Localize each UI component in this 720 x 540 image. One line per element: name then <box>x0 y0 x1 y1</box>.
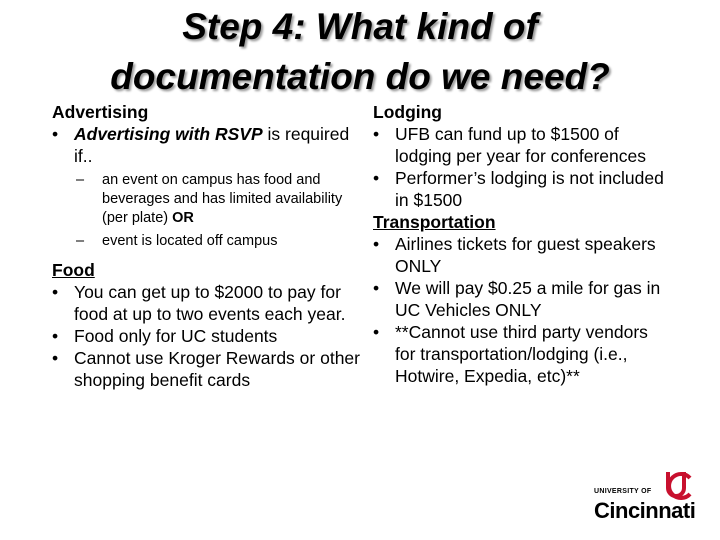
lodging-list <box>373 123 673 211</box>
title-line-1: Step 4: What kind of <box>182 6 538 47</box>
bullet-glyph: • <box>373 124 380 144</box>
list-item-text: Food only for UC students <box>74 326 278 346</box>
university-of-cincinnati-logo <box>594 468 704 530</box>
advertising-rsvp-label: Advertising with RSVP <box>74 124 263 144</box>
list-item <box>52 325 362 347</box>
bullet-glyph: • <box>373 168 380 188</box>
transportation-list <box>373 233 673 387</box>
advertising-sub-2 <box>52 232 362 251</box>
list-item <box>373 321 673 387</box>
transportation-heading: Transportation <box>373 212 496 232</box>
left-column <box>52 101 362 391</box>
bullet-glyph: • <box>52 348 59 368</box>
dash-glyph: – <box>76 172 85 188</box>
advertising-heading: Advertising <box>52 102 149 122</box>
right-column <box>373 101 673 387</box>
list-item <box>373 167 673 211</box>
logo-university-of: UNIVERSITY OF <box>594 488 652 495</box>
list-item-text: Airlines tickets for guest speakers ONLY <box>395 234 656 276</box>
advertising-bullet <box>52 123 362 167</box>
dash-glyph: – <box>76 233 85 249</box>
bullet-glyph: • <box>52 124 59 144</box>
advertising-sub-1-or: OR <box>172 210 194 226</box>
list-item <box>52 347 362 391</box>
slide-title <box>0 2 720 102</box>
list-item <box>373 277 673 321</box>
list-item <box>373 123 673 167</box>
logo-cincinnati: Cincinnati <box>594 498 696 523</box>
list-item-text: Cannot use Kroger Rewards or other shopping benefit cards <box>74 348 360 390</box>
bullet-glyph: • <box>373 234 380 254</box>
lodging-heading: Lodging <box>373 102 443 122</box>
advertising-sub-1 <box>52 171 362 228</box>
list-item-text: You can get up to $2000 to pay for food at up to two events each year. <box>74 282 346 324</box>
bullet-glyph: • <box>373 278 380 298</box>
list-item-text: **Cannot use third party vendors for transportation/lodging (i.e., Hotwire, Expedia, etc)** <box>395 322 648 386</box>
list-item-text: Performer’s lodging is not included in $1500 <box>395 168 664 210</box>
list-item <box>373 233 673 277</box>
list-item-text: We will pay $0.25 a mile for gas in UC Vehicles ONLY <box>395 278 661 320</box>
food-heading: Food <box>52 260 95 280</box>
bullet-glyph: • <box>373 322 380 342</box>
food-list <box>52 281 362 391</box>
advertising-sub-1-text: an event on campus has food and beverages and has limited availability (per plate) <box>102 172 343 226</box>
title-line-2: documentation do we need? <box>110 56 610 97</box>
bullet-glyph: • <box>52 282 59 302</box>
list-item <box>52 281 362 325</box>
list-item-text: UFB can fund up to $1500 of lodging per year for conferences <box>395 124 646 166</box>
bullet-glyph: • <box>52 326 59 346</box>
advertising-bullet-rest: is required if.. <box>74 124 350 166</box>
advertising-sub-2-text: event is located off campus <box>102 233 278 249</box>
